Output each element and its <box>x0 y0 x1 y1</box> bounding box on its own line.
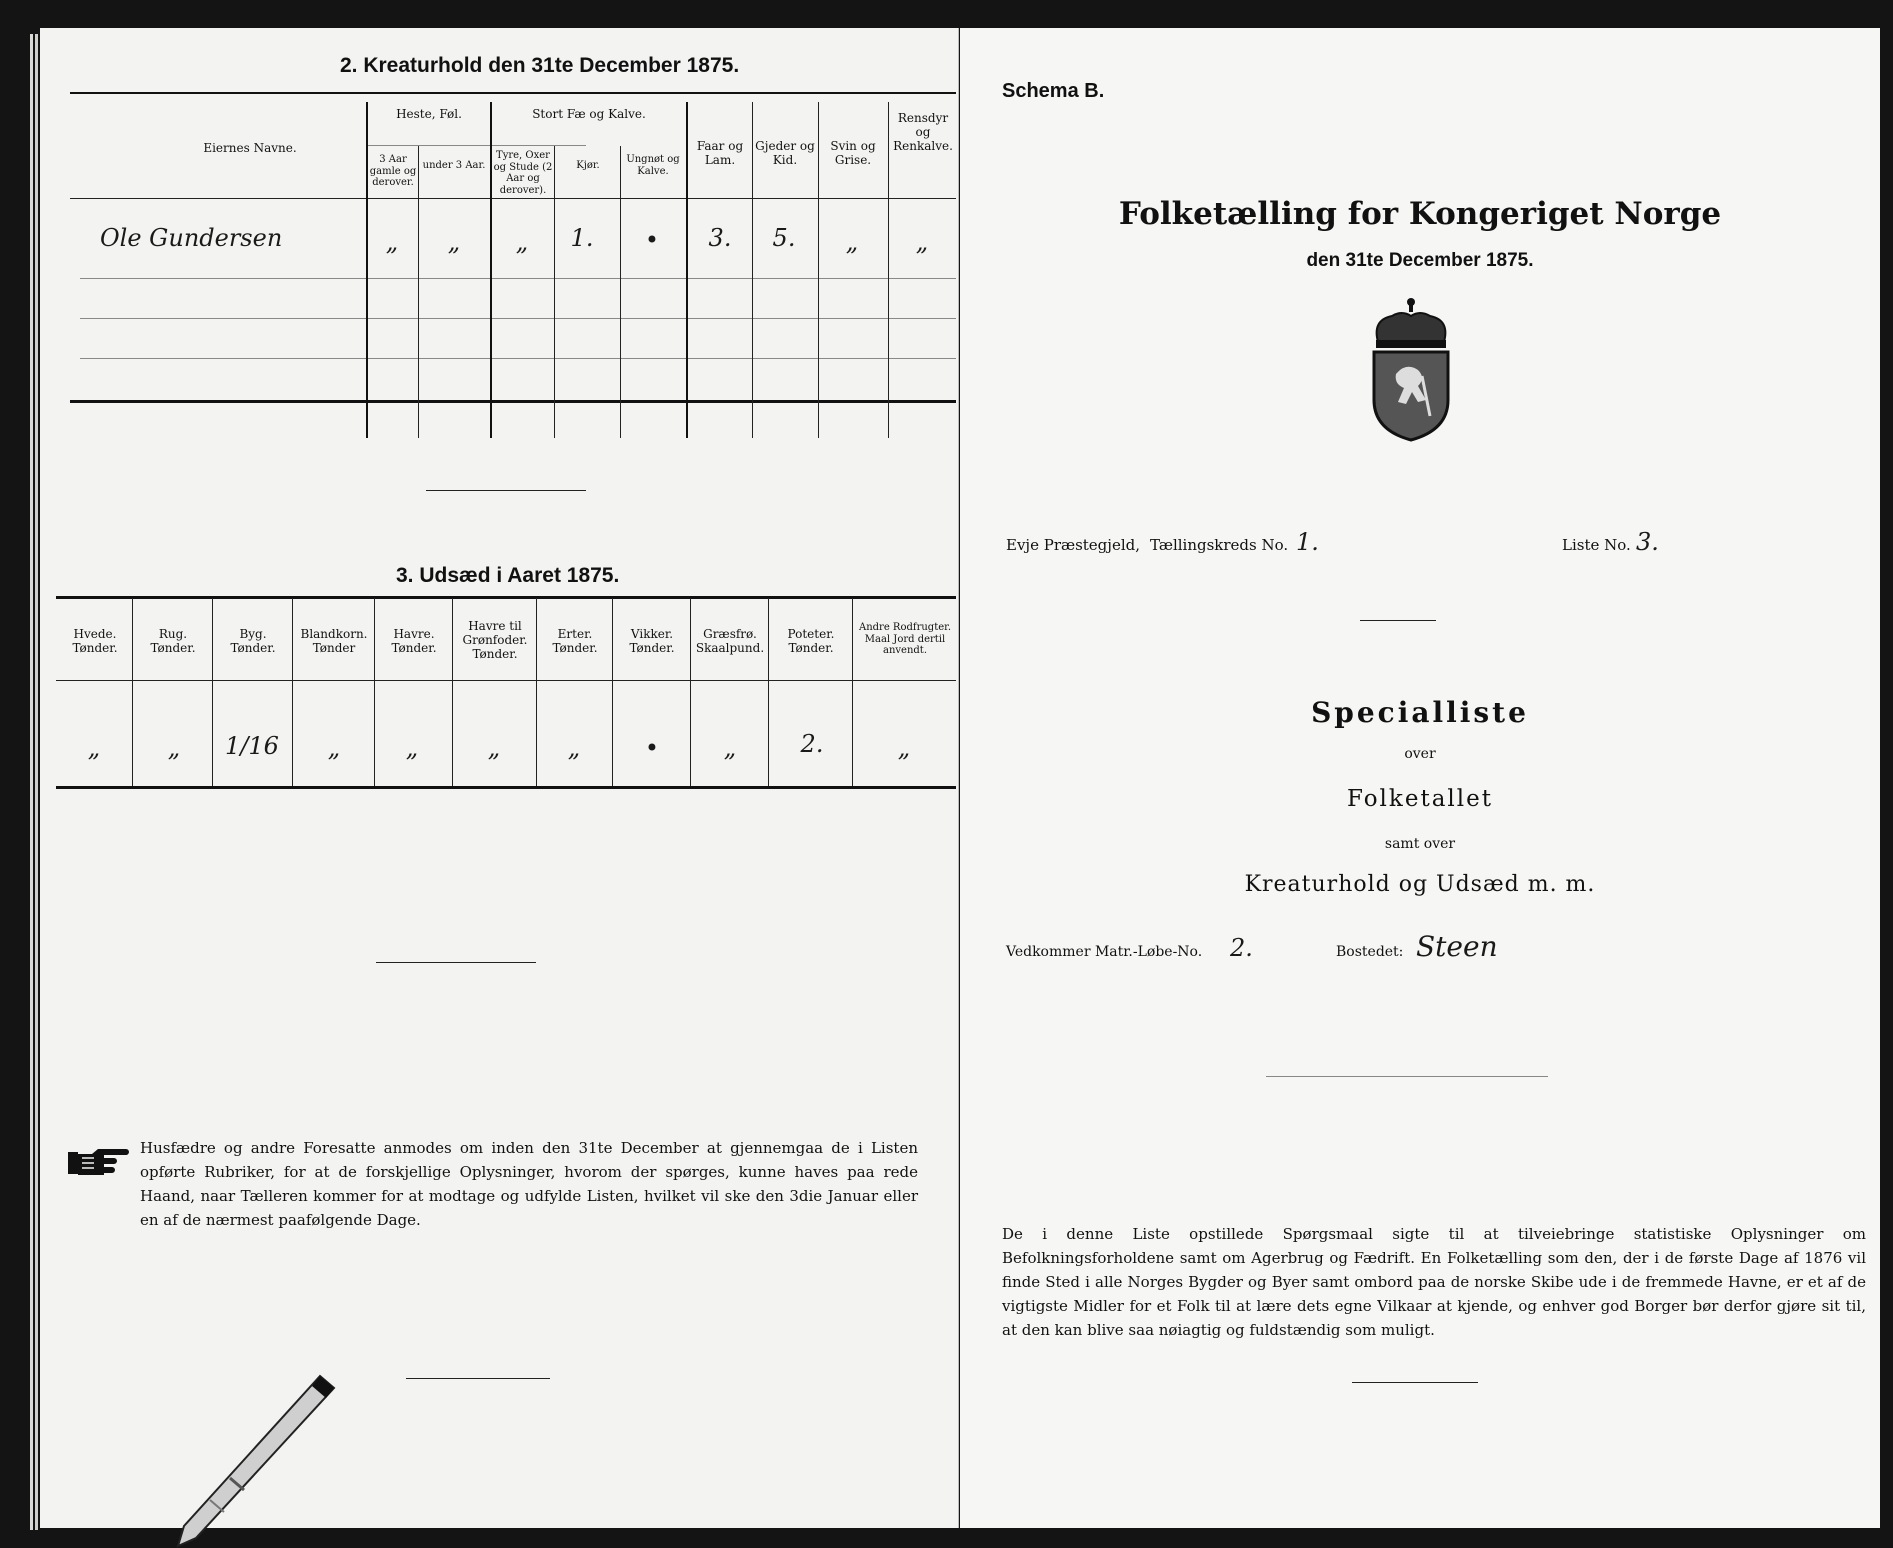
stort-sub3-header: Ungnøt og Kalve. <box>626 154 680 177</box>
rensdyr-header: Rensdyr og Renkalve. <box>893 111 953 153</box>
col-rule <box>536 598 537 786</box>
matr-number: 2. <box>1230 934 1253 962</box>
cell-tyre: „ <box>515 228 529 256</box>
table-rule <box>56 596 956 599</box>
table-rule <box>70 92 956 94</box>
udsaed-col-byg: Byg. Tønder. <box>230 627 276 655</box>
udsaed-value: • <box>644 734 660 762</box>
stort-sub1-header: Tyre, Oxer og Stude (2 Aar og derover). <box>493 150 553 196</box>
cell-faar: 3. <box>708 224 732 252</box>
col-rule <box>374 598 375 786</box>
col-rule <box>366 102 368 438</box>
row-rule <box>80 318 956 319</box>
table-rule <box>70 400 956 403</box>
udsaed-value: „ <box>723 734 737 762</box>
udsaed-value: „ <box>405 734 419 762</box>
bosted-label: Bostedet: <box>1336 944 1404 960</box>
owner-name: Ole Gundersen <box>100 224 283 252</box>
cell-heste-u3: „ <box>447 228 461 256</box>
row-rule <box>80 278 956 279</box>
divider <box>1266 1076 1548 1077</box>
row-rule <box>80 358 956 359</box>
col-rule <box>418 146 419 438</box>
udsaed-col-hvede: Hvede. Tønder. <box>72 627 118 655</box>
district-number: 1. <box>1296 528 1319 556</box>
cell-kjor: 1. <box>570 224 594 252</box>
udsaed-col-havre-gronfoder: Havre til Grønfoder. Tønder. <box>462 619 528 661</box>
pen-icon <box>150 1368 350 1548</box>
specialliste-title: Specialliste <box>1311 696 1529 729</box>
cell-heste-3: „ <box>385 228 399 256</box>
udsaed-col-poteter: Poteter. Tønder. <box>787 627 835 655</box>
udsaed-value: „ <box>487 734 501 762</box>
matr-label: Vedkommer Matr.-Løbe-No. <box>1006 944 1203 960</box>
section3-heading: 3. Udsæd i Aaret 1875. <box>396 564 620 587</box>
stort-fae-header: Stort Fæ og Kalve. <box>532 107 646 121</box>
cell-svin: „ <box>845 228 859 256</box>
divider <box>426 490 586 491</box>
col-rule <box>132 598 133 786</box>
kreaturhold-text: Kreaturhold og Udsæd m. m. <box>1244 872 1596 897</box>
udsaed-col-andre: Andre Rodfrugter. Maal Jord dertil anvendt. <box>858 622 951 656</box>
divider <box>406 1378 550 1379</box>
subheader-rule <box>366 145 586 146</box>
udsaed-col-rug: Rug. Tønder. <box>150 627 196 655</box>
udsaed-col-erter: Erter. Tønder. <box>552 627 598 655</box>
parish-label: Evje Præstegjeld, <box>1006 536 1140 554</box>
right-page <box>960 28 1880 1528</box>
cell-gjeder: 5. <box>772 224 796 252</box>
folketallet-text: Folketallet <box>1347 786 1493 812</box>
col-rule <box>554 146 555 438</box>
col-rule <box>852 598 853 786</box>
owner-header: Eiernes Navne. <box>203 141 297 155</box>
udsaed-value: „ <box>897 734 911 762</box>
cell-ungnot: • <box>644 226 660 254</box>
divider <box>376 962 536 963</box>
page-stack-edge <box>35 34 38 1530</box>
col-rule <box>888 102 889 438</box>
table-rule <box>70 198 956 199</box>
district-label: Tællingskreds No. <box>1150 536 1289 554</box>
udsaed-col-graesfro: Græsfrø. Skaalpund. <box>695 627 765 655</box>
schema-label: Schema B. <box>1002 80 1105 102</box>
col-rule <box>818 102 819 438</box>
col-rule <box>620 146 621 438</box>
udsaed-value: „ <box>327 734 341 762</box>
page-stack-edge <box>30 34 33 1530</box>
svin-header: Svin og Grise. <box>830 139 876 167</box>
col-rule <box>690 598 691 786</box>
section2-heading: 2. Kreaturhold den 31te December 1875. <box>340 54 740 77</box>
bosted-value: Steen <box>1416 930 1498 963</box>
divider <box>1360 620 1436 621</box>
over-text: over <box>1404 746 1436 762</box>
udsaed-value: „ <box>567 734 581 762</box>
norway-coat-of-arms-icon <box>1356 294 1466 444</box>
udsaed-col-vikker: Vikker. Tønder. <box>629 627 675 655</box>
udsaed-value: „ <box>87 734 101 762</box>
stort-sub2-header: Kjør. <box>576 160 600 171</box>
heste-sub1-header: 3 Aar gamle og derover. <box>369 154 417 188</box>
pointing-hand-icon <box>66 1144 130 1178</box>
col-rule <box>686 102 688 438</box>
udsaed-value: 1/16 <box>225 732 279 760</box>
col-rule <box>768 598 769 786</box>
table-rule <box>56 786 956 789</box>
heste-sub2-header: under 3 Aar. <box>422 160 486 171</box>
divider <box>1352 1382 1478 1383</box>
heste-header: Heste, Føl. <box>396 107 462 121</box>
udsaed-col-blandkorn: Blandkorn. Tønder <box>300 627 368 655</box>
col-rule <box>752 102 753 438</box>
faar-header: Faar og Lam. <box>696 139 744 167</box>
main-title: Folketælling for Kongeriget Norge <box>1118 196 1722 232</box>
udsaed-col-havre: Havre. Tønder. <box>391 627 437 655</box>
notice-text: Husfædre og andre Foresatte anmodes om inden den 31te December at gjennemgaa de i Listen opførte Rubriker, for at de forskjellige Oplysninger, hvorom der spørges, kunne haves paa rede Haand, naar Tælleren kommer for at modtage og udfylde Listen, hvilket vil ske den 3die Januar eller en af de nærmest paafølgende Dage. <box>140 1139 918 1229</box>
col-rule <box>452 598 453 786</box>
cell-rensdyr: „ <box>915 228 929 256</box>
date-line: den 31te December 1875. <box>1306 250 1534 271</box>
list-label: Liste No. <box>1562 536 1631 554</box>
col-rule <box>212 598 213 786</box>
footer-text: De i denne Liste opstillede Spørgsmaal sigte til at tilveiebringe statistiske Oplysninger om Befolkningsforholdene samt om Agerbrug og Fædrift. En Folketælling som den, der i de første Dage af 1876 vil finde Sted i alle Norges Bygder og Byer samt ombord paa de norske Skibe ude i de fremmede Havne, er et af de vigtigste Midler for et Folk til at lære dets egne Vilkaar at kjende, og enhver god Borger bør derfor gjøre sit til, at den kan blive saa nøiagtig og fuldstændig som muligt. <box>1002 1225 1866 1339</box>
gjeder-header: Gjeder og Kid. <box>755 139 815 167</box>
col-rule <box>292 598 293 786</box>
udsaed-value: 2. <box>800 730 824 758</box>
col-rule <box>612 598 613 786</box>
list-number: 3. <box>1636 528 1659 556</box>
table-rule <box>56 680 956 681</box>
samt-over-text: samt over <box>1384 836 1456 852</box>
udsaed-value: „ <box>167 734 181 762</box>
left-page <box>40 28 959 1528</box>
